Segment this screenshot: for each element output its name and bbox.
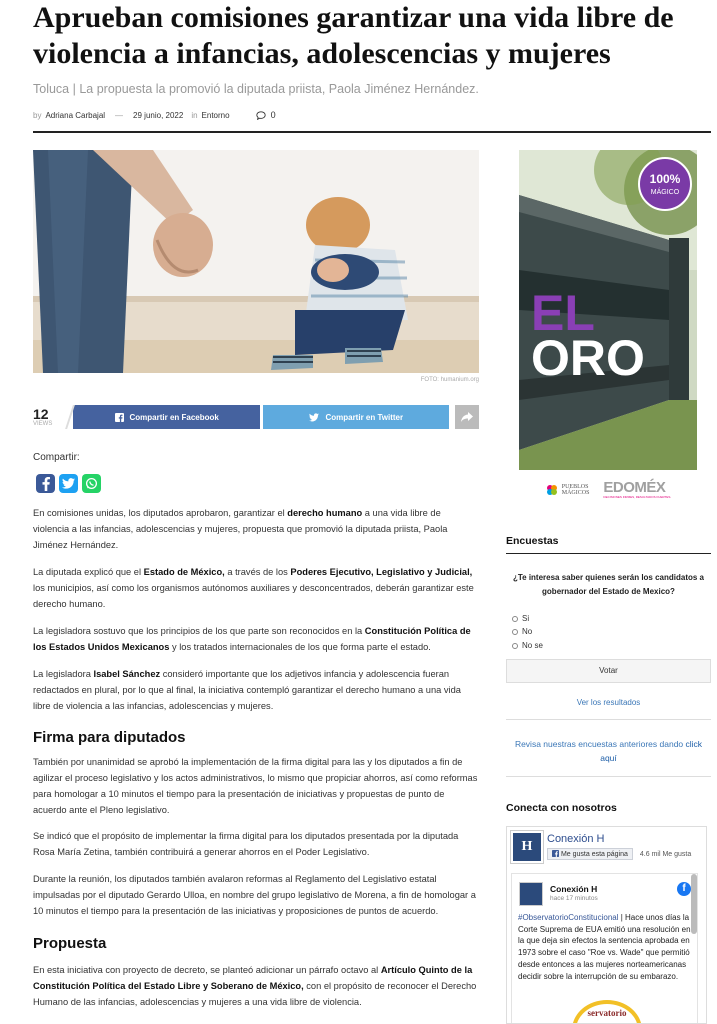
- facebook-f-icon: [552, 850, 559, 857]
- fb-page-name[interactable]: Conexión H: [547, 833, 605, 845]
- header-divider: [33, 131, 711, 133]
- fb-like-row: [547, 848, 691, 860]
- p2-bold-2: Poderes Ejecutivo, Legislativo y Judicial,: [290, 567, 473, 577]
- whatsapp-share-icon[interactable]: [82, 474, 101, 493]
- article-paragraph-2: [33, 564, 479, 612]
- article-paragraph-1: [33, 505, 479, 553]
- social-share-icons: [36, 474, 101, 493]
- p2-text-end: los municipios, así como los organismos autónomos auxiliares y desconcentrados, deberán garantizar este derecho humano.: [33, 583, 474, 609]
- ad-headline-2: ORO: [531, 330, 645, 386]
- share-twitter-button[interactable]: [263, 405, 449, 429]
- share-facebook-label: Compartir en Facebook: [129, 412, 219, 422]
- p1-text-end: a una vida libre de violencia a las infancias, adolescencias y mujeres, propuesta que promovió la diputada priista, Paola Jiménez Hernández.: [33, 508, 448, 550]
- fb-like-count: 4.6 mil Me gusta: [639, 850, 692, 858]
- poll-option-label: No: [522, 627, 533, 636]
- sidebar-ad-banner[interactable]: [519, 150, 697, 470]
- poll-heading: Encuestas: [506, 535, 559, 547]
- heading-firma: Firma para diputados: [33, 729, 186, 746]
- pueblos-line2: MÁGICOS: [561, 490, 590, 496]
- radio-icon[interactable]: [512, 616, 518, 622]
- radio-icon[interactable]: [512, 643, 518, 649]
- facebook-logo-icon: f: [677, 882, 691, 896]
- edomex-logo: [603, 481, 671, 499]
- article-paragraph-6: Se indicó que el propósito de implementar la firma digital para los diputados presentada por la diputada Rosa María Zetina, también contribuirá a generar ahorros en el Poder Legislativo.: [33, 831, 459, 857]
- previous-polls-link[interactable]: click aquí: [600, 739, 703, 763]
- poll-option-label: No se: [522, 641, 543, 650]
- p8-text-end: con el propósito de reconocer el Derecho Humano de las infancias, adolescencias y mujeres a una vida libre de violencia.: [33, 981, 477, 1007]
- poll-option-no-se[interactable]: [512, 641, 543, 650]
- category-link[interactable]: Entorno: [201, 110, 230, 120]
- p2-text-mid: a través de los: [224, 567, 291, 577]
- fb-post-text: [518, 912, 692, 982]
- article-meta: [33, 110, 276, 120]
- poll-divider-2: [506, 776, 711, 777]
- article-subtitle: Toluca | La propuesta la promovió la diputada priista, Paola Jiménez Hernández.: [33, 82, 479, 96]
- p3-text-end: y los tratados internacionales de los que forma parte el estado.: [169, 642, 431, 652]
- p8-text: En esta iniciativa con proyecto de decreto, se planteó adicionar un párrafo octavo al: [33, 965, 381, 975]
- comments-link[interactable]: [256, 110, 276, 120]
- p4-text: La legisladora: [33, 669, 94, 679]
- share-bar: [33, 404, 479, 430]
- p1-text: En comisiones unidas, los diputados aprobaron, garantizar el: [33, 508, 288, 518]
- p3-text: La legisladora sostuvo que los principios de los que parte son reconocidos en la: [33, 626, 365, 636]
- fb-post-hashtag[interactable]: #ObservatorioConstitucional: [518, 913, 619, 922]
- ad-badge-label: MÁGICO: [650, 189, 680, 196]
- p4-bold: Isabel Sánchez: [93, 669, 161, 679]
- edomex-slogan: DECISIONES FIRMES, RESULTADOS FUERTES.: [603, 495, 672, 499]
- compartir-label: Compartir:: [33, 452, 80, 463]
- comments-count: 0: [270, 110, 276, 120]
- previous-polls-label: Revisa nuestras encuestas anteriores dando: [514, 739, 686, 749]
- pueblos-magicos-icon: [545, 483, 559, 497]
- radio-icon[interactable]: [512, 629, 518, 635]
- share-more-button[interactable]: [455, 405, 479, 429]
- poll-option-no[interactable]: [512, 627, 532, 636]
- see-results-link[interactable]: Ver los resultados: [576, 698, 641, 707]
- article-paragraph-7: Durante la reunión, los diputados también avalaron reformas al Reglamento del Legislativo estatal impulsadas por el diputado Gerardo Ulloa, en nombre del grupo legislativo de Morena, a fin de homologar a 10 minutos el tiempo para la presentación de las iniciativas y proposiciones de puntos de acuerdo.: [33, 874, 476, 916]
- heading-propuesta: Propuesta: [33, 935, 107, 952]
- ad-headline-1: EL: [531, 285, 595, 341]
- views-label: VIEWS: [33, 421, 53, 427]
- author-link[interactable]: Adriana Carbajal: [45, 110, 106, 120]
- fb-post-card[interactable]: [511, 873, 698, 1024]
- fb-post-author[interactable]: Conexión H: [550, 884, 598, 894]
- meta-in: in: [191, 110, 198, 120]
- fb-like-button[interactable]: [547, 848, 633, 860]
- fb-like-label: Me gusta esta página: [560, 851, 628, 858]
- article-paragraph-8: [33, 962, 479, 1010]
- poll-option-si[interactable]: [512, 614, 529, 623]
- fb-post-image-text: servatorio: [587, 1008, 627, 1018]
- views-counter: [33, 407, 69, 427]
- hero-image: [33, 150, 479, 373]
- meta-dash: —: [115, 110, 124, 120]
- twitter-icon: [309, 413, 319, 422]
- article-paragraph-4: [33, 666, 479, 714]
- fb-page-header: [511, 831, 691, 863]
- fb-post-avatar: [519, 882, 543, 906]
- previous-polls-text: [506, 737, 711, 765]
- article-paragraph-5: También por unanimidad se aprobó la implementación de la firma digital para las y los diputados a fin de agilizar el proceso legislativo y los actos administrativos, lo mismo que propiciar ahorros, así como reformas para homologar a 10 minutos el tiempo para la presentación de iniciativas y propuestas de punto de acuerdo ante el Pleno legislativo.: [33, 757, 478, 815]
- article-title: Aprueban comisiones garantizar una vida libre de violencia a infancias, adolescencias y mujeres: [33, 1, 674, 70]
- share-facebook-button[interactable]: [73, 405, 261, 429]
- p4-text-end: consideró importante que los adjetivos infancia y adolescencia fueran redactados en plural, por lo que al final, la iniciativa contempló garantizar el derecho humano a una vida libre de violencia a las infancias, adolescencias y mujeres.: [33, 669, 461, 711]
- vote-button[interactable]: Votar: [506, 659, 711, 683]
- ad-badge-percent: 100%: [649, 172, 681, 186]
- poll-heading-rule: [506, 553, 711, 554]
- article-date[interactable]: 29 junio, 2022: [133, 110, 184, 120]
- comment-icon: [256, 111, 266, 120]
- twitter-share-icon[interactable]: [59, 474, 78, 493]
- facebook-page-widget: [506, 826, 707, 1024]
- pueblos-line1: PUEBLOS: [561, 483, 589, 490]
- poll-question: ¿Te interesa saber quienes serán los candidatos a gobernador del Estado de Mexico?: [512, 573, 705, 596]
- share-twitter-label: Compartir en Twitter: [325, 412, 404, 422]
- share-arrow-icon: [461, 412, 473, 422]
- poll-divider-1: [506, 719, 711, 720]
- fb-post-body: | Hace unos días la Corte Suprema de EUA emitió una resolución en la que deja sin efectos la sentencia aprobada en 1973 sobre el caso "Roe vs. Wade" que permitió desde entonces a las mujeres norteamericanas decidir sobre la interrupción de su embarazo.: [518, 913, 691, 981]
- connect-heading: Conecta con nosotros: [506, 802, 617, 814]
- fb-page-avatar[interactable]: H: [511, 831, 543, 863]
- p2-text: La diputada explicó que el: [33, 567, 144, 577]
- ad-sponsor-logos: [519, 473, 697, 507]
- p3-bold: Constitución Política de los Estados Unidos Mexicanos: [33, 626, 471, 652]
- p2-bold-1: Estado de México,: [143, 567, 225, 577]
- meta-by: by: [33, 110, 42, 120]
- facebook-share-icon[interactable]: [36, 474, 55, 493]
- fb-post-image: [572, 1000, 642, 1024]
- article-paragraph-3: [33, 623, 479, 655]
- poll-option-label: Si: [522, 614, 530, 623]
- fb-post-time: hace 17 minutos: [550, 895, 598, 902]
- views-count: 12: [33, 406, 49, 422]
- p8-bold: Artículo Quinto de la Constitución Política del Estado Libre y Soberano de México,: [33, 965, 473, 991]
- photo-credit: FOTO: humanium.org: [420, 377, 479, 383]
- facebook-icon: [115, 413, 124, 422]
- edomex-text: EDOMÉX: [603, 479, 666, 496]
- p1-bold: derecho humano: [287, 508, 363, 518]
- pueblos-magicos-logo: [545, 483, 590, 497]
